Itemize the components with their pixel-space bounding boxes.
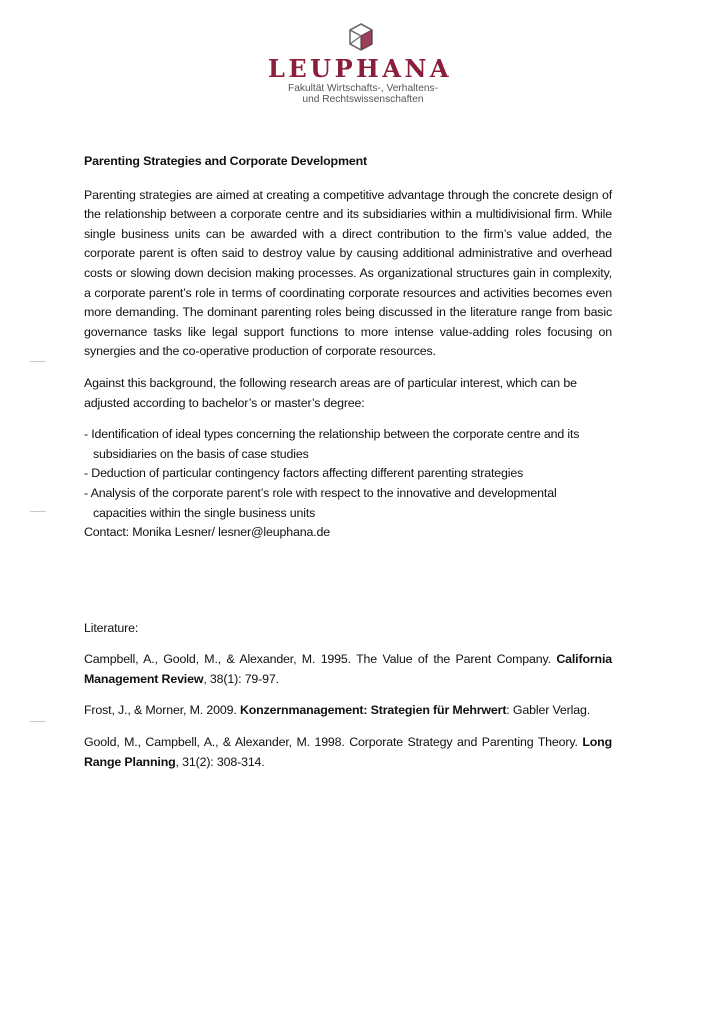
- faculty-line-2: und Rechtswissenschaften: [302, 94, 424, 105]
- research-area-item: - Deduction of particular contingency factors affecting different parenting strategies: [84, 466, 524, 481]
- fold-mark: [30, 511, 46, 512]
- reference-authors: Goold, M., Campbell, A., & Alexander, M. 1998. Corporate Strategy and Parenting Theory.: [84, 735, 583, 750]
- reference-details: : Gabler Verlag.: [506, 703, 590, 718]
- document-title: Parenting Strategies and Corporate Development: [84, 154, 367, 168]
- leuphana-logo-icon: [347, 22, 375, 52]
- contact-line: Contact: Monika Lesner/ lesner@leuphana.de: [84, 525, 330, 540]
- intro-paragraph: Parenting strategies are aimed at creating a competitive advantage through the concrete design of the relationship between a corporate centre and its subsidiaries within a multidivisional firm. While single business units can be awarded with a direct contribution to the firm’s value added, the corporate parent is often said to destroy value by causing additional administrative and overhead costs or slowing down decision making processes. As organizational structures gain in complexity, a corporate parent’s role in terms of coordinating corporate resources and activities becomes even more demanding. The dominant parenting roles being discussed in the literature range from basic governance tasks like legal support functions to more intense value-adding roles focusing on synergies and the co-operative production of corporate resources.: [84, 187, 612, 359]
- research-area-item: - Analysis of the corporate parent’s role with respect to the innovative and developmental capacities within the single business units: [84, 485, 557, 520]
- fold-mark: [30, 361, 46, 362]
- reference-item: [84, 733, 612, 772]
- brand-name: LEUPHANA: [268, 54, 452, 83]
- research-intro-paragraph: Against this background, the following research areas are of particular interest, which can be adjusted according to bachelor’s or master’s degree:: [84, 375, 577, 410]
- reference-item: [84, 650, 612, 689]
- reference-source: Long Range Planning: [84, 735, 612, 769]
- reference-source: Konzernmanagement: Strategien für Mehrwert: [239, 703, 507, 718]
- reference-details: , 31(2): 308-314.: [175, 754, 265, 769]
- faculty-line-1: Fakultät Wirtschafts-, Verhaltens-: [287, 83, 439, 94]
- research-area-item: - Identification of ideal types concerning the relationship between the corporate centre and its subsidiaries on the basis of case studies: [84, 427, 580, 461]
- fold-mark: [30, 721, 46, 722]
- reference-source: California Management Review: [84, 652, 612, 686]
- document-body: [84, 152, 612, 784]
- faculty-name: [268, 83, 458, 105]
- reference-item: [84, 701, 612, 721]
- reference-details: , 38(1): 79-97.: [203, 671, 279, 686]
- reference-authors: Frost, J., & Morner, M. 2009.: [84, 703, 240, 718]
- literature-heading: Literature:: [84, 620, 139, 635]
- reference-authors: Campbell, A., Goold, M., & Alexander, M. 1995. The Value of the Parent Company.: [84, 652, 557, 667]
